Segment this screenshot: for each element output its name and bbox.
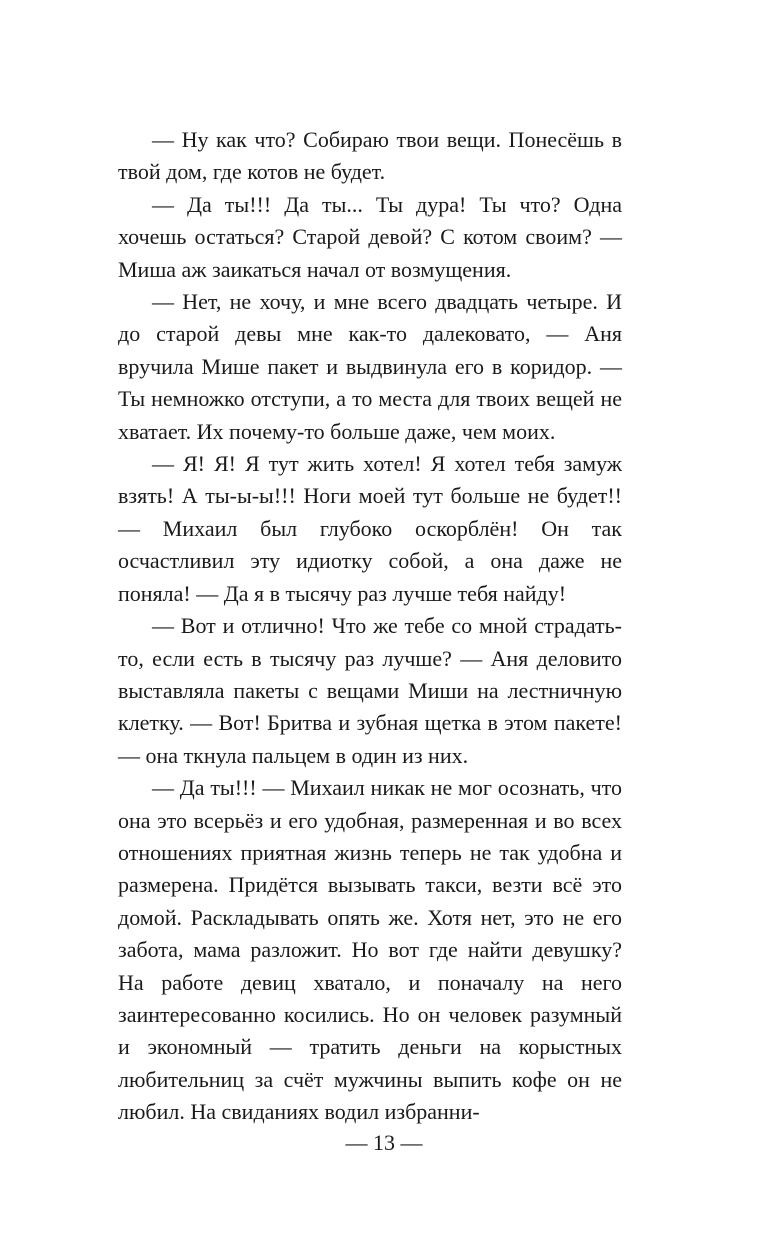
page-number: — 13 — [345,1130,423,1155]
paragraph-1: — Ну как что? Собираю твои вещи. Понесёшь в твой дом, где котов не будет. [118,127,622,185]
paragraph-4: — Я! Я! Я тут жить хотел! Я хотел тебя замуж взять! А ты-ы-ы!!! Ноги моей тут больше не будет!! — Михаил был глубоко оскорблён! Он так осчастливил эту идиотку собой, а она даже не поняла! — Да я в тысячу раз лучше тебя найду! [118,451,622,606]
page-body [118,124,622,1129]
paragraph-2: — Да ты!!! Да ты... Ты дура! Ты что? Одна хочешь остаться? Старой девой? С котом своим? — Миша аж заикаться начал от возмущения. [118,191,622,282]
paragraph-3: — Нет, не хочу, и мне всего двадцать четыре. И до старой девы мне как-то далековато, — Аня вручила Мише пакет и выдвинула его в коридор. — Ты немножко отступи, а то места для твоих вещей не хватает. Их почему-то больше даже, чем моих. [118,289,622,444]
paragraph-6: — Да ты!!! — Михаил никак не мог осознать, что она это всерьёз и его удобная, размеренная и во всех отношениях приятная жизнь теперь не так удобна и размерена. Придётся вызывать такси, везти всё это домой. Раскладывать опять же. Хотя нет, это не его забота, мама разложит. Но вот где найти девушку? На работе девиц хватало, и поначалу на него заинтересованно косились. Но он человек разумный и экономный — тратить деньги на корыстных любительниц за счёт мужчины выпить кофе он не любил. На свиданиях водил избранни- [118,775,622,1125]
paragraph-5: — Вот и отлично! Что же тебе со мной страдать-то, если есть в тысячу раз лучше? — Аня деловито выставляла пакеты с вещами Миши на лестничную клетку. — Вот! Бритва и зубная щетка в этом пакете! — она ткнула пальцем в один из них. [118,613,622,768]
